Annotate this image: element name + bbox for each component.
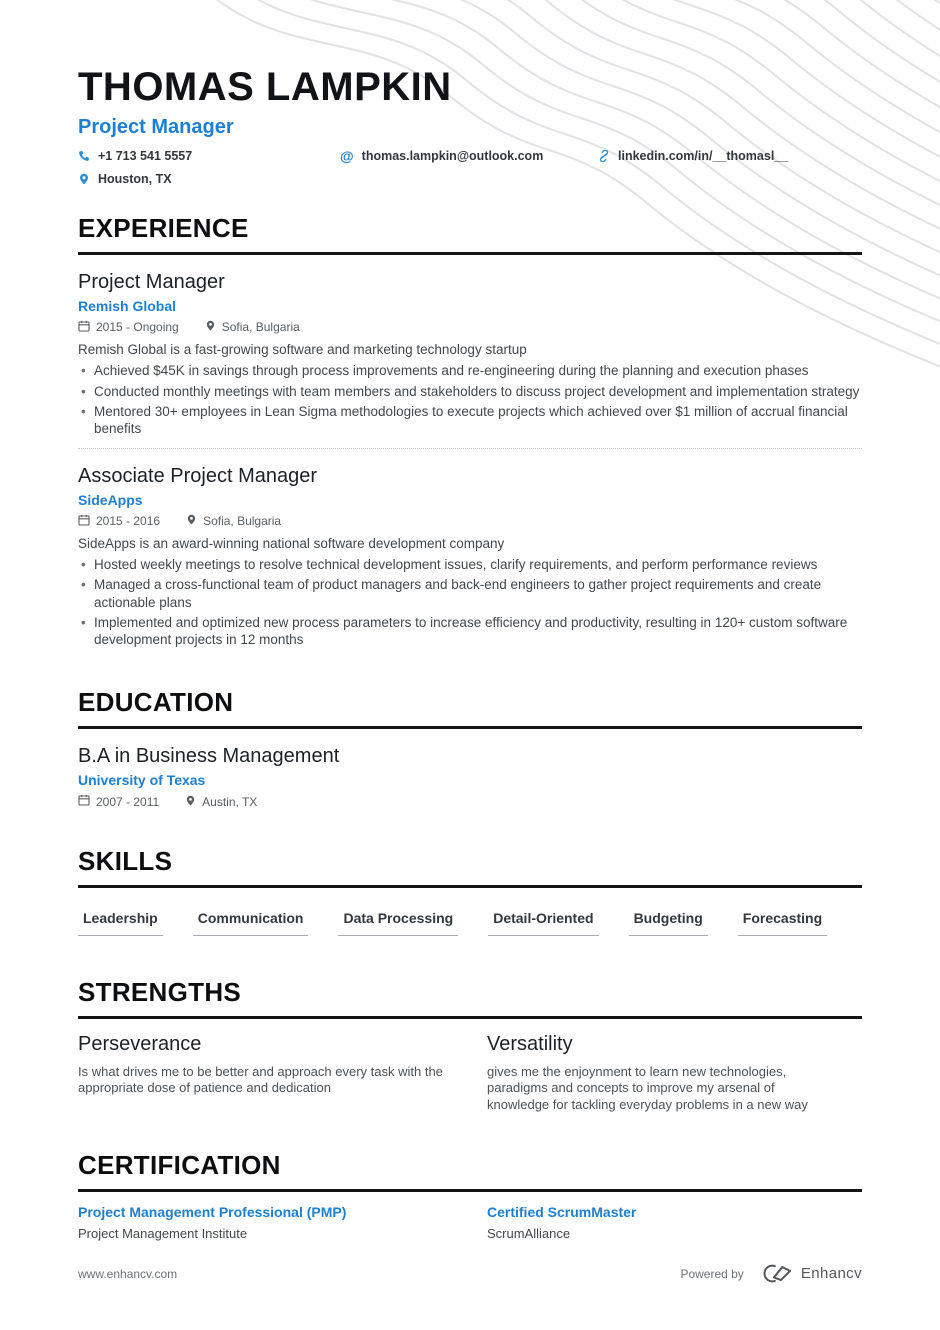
job-bullet: • Mentored 30+ employees in Lean Sigma methodologies to execute projects which achieved over $1 million of accrual financial benefits [78,403,862,438]
contact-email-text: thomas.lampkin@outlook.com [361,149,544,163]
job-bullet: • Managed a cross-functional team of product managers and back-end engineers to gather project requirements and create actionable plans [78,576,862,611]
job-bullet-list [78,362,862,437]
contact-location-text: Houston, TX [98,172,172,186]
job-bullet-list [78,556,862,648]
experience-entry-2 [78,448,862,649]
school-name: University of Texas [78,772,206,789]
experience-section [78,214,862,648]
company-name: Remish Global [78,297,177,314]
enhancv-logo-icon [754,1263,794,1284]
job-dates-text: 2015 - Ongoing [96,320,179,335]
experience-heading: EXPERIENCE [78,214,862,255]
enhancv-website-link[interactable]: www.enhancv.com [78,1266,178,1281]
experience-entry-1 [78,255,862,438]
job-meta [78,320,862,335]
strengths-heading: STRENGTHS [78,978,862,1019]
job-summary: Remish Global is a fast-growing software and marketing technology startup [78,341,527,357]
job-meta [78,514,862,529]
certification-item [78,1204,487,1241]
job-bullet: • Implemented and optimized new process parameters to increase efficiency and productivity, resulting in 120+ custom software development projects in 12 months [78,614,862,649]
contact-email[interactable] [340,149,598,163]
location-pin-icon [205,320,216,334]
certification-section [78,1151,862,1241]
job-bullet: • Conducted monthly meetings with team members and stakeholders to discuss project development and implementation strategy [78,383,862,400]
education-meta [78,794,862,809]
job-bullet: • Hosted weekly meetings to resolve technical development issues, clarify requirements, and perform performance reviews [78,556,862,573]
calendar-icon [78,320,90,335]
education-location [185,795,257,809]
contact-row [78,149,862,186]
job-bullet: • Achieved $45K in savings through process improvements and re-engineering during the planning and execution phases [78,362,862,379]
education-location-text: Austin, TX [202,794,258,809]
education-dates-text: 2007 - 2011 [96,794,160,809]
job-summary: SideApps is an award-winning national software development company [78,535,505,551]
education-dates [78,794,159,809]
resume-header [78,64,862,186]
strength-item [78,1033,487,1113]
education-entry [78,729,862,809]
contact-location [78,172,340,186]
skill-tag: Budgeting [629,910,708,936]
calendar-icon [78,794,90,809]
certification-name: Project Management Professional (PMP) [78,1203,347,1220]
certification-issuer: ScrumAlliance [487,1225,571,1241]
contact-phone-text: +1 713 541 5557 [98,149,193,163]
job-dates [78,514,160,529]
education-heading: EDUCATION [78,688,862,729]
skill-tag: Forecasting [738,910,827,936]
strength-text: Is what drives me to be better and approach every task with the appropriate dose of patience and dedication [78,1064,443,1096]
certification-issuer: Project Management Institute [78,1225,248,1241]
job-title: Project Manager [78,270,225,293]
certification-grid [78,1192,862,1241]
skill-tag: Data Processing [338,910,458,936]
skill-tag: Communication [193,910,309,936]
job-dates [78,320,179,335]
education-section [78,688,862,809]
location-pin-icon [186,514,197,528]
skill-tag: Detail-Oriented [488,910,598,936]
certification-name: Certified ScrumMaster [487,1203,637,1220]
job-location [186,514,281,528]
contact-linkedin[interactable] [598,149,862,163]
job-location [205,320,300,334]
enhancv-brand [754,1263,862,1284]
page-footer [78,1263,862,1284]
email-at-icon: @ [340,148,354,164]
job-dates-text: 2015 - 2016 [96,514,161,528]
strength-title: Versatility [487,1033,573,1056]
contact-linkedin-text: linkedin.com/in/__thomasl__ [618,149,789,163]
job-location-text: Sofia, Bulgaria [203,514,282,528]
company-name: SideApps [78,491,143,508]
strength-title: Perseverance [78,1033,202,1056]
link-icon [598,150,610,162]
strength-item [487,1033,862,1113]
skill-tag: Leadership [78,910,163,936]
contact-phone[interactable] [78,149,340,163]
enhancv-brand-name: Enhancv [800,1265,862,1282]
candidate-job-title: Project Manager [78,116,234,138]
skill-tag-list [78,910,862,936]
powered-by[interactable] [680,1263,862,1284]
certification-item [487,1204,862,1241]
certification-heading: CERTIFICATION [78,1151,862,1192]
skills-heading: SKILLS [78,847,862,888]
job-location-text: Sofia, Bulgaria [221,320,300,335]
location-pin-icon [185,795,196,809]
phone-icon [78,150,90,162]
location-pin-icon [78,173,90,185]
strength-text: gives me the enjoynment to learn new technologies, paradigms and concepts to improve my arsenal of knowledge for tackling everyday problems in a new way [487,1064,808,1112]
skills-section [78,847,862,936]
powered-by-label: Powered by [680,1266,744,1281]
strengths-grid [78,1019,862,1113]
degree-title: B.A in Business Management [78,745,340,768]
job-title: Associate Project Manager [78,464,318,487]
calendar-icon [78,514,90,529]
strengths-section [78,978,862,1113]
candidate-name: THOMAS LAMPKIN [78,65,452,109]
